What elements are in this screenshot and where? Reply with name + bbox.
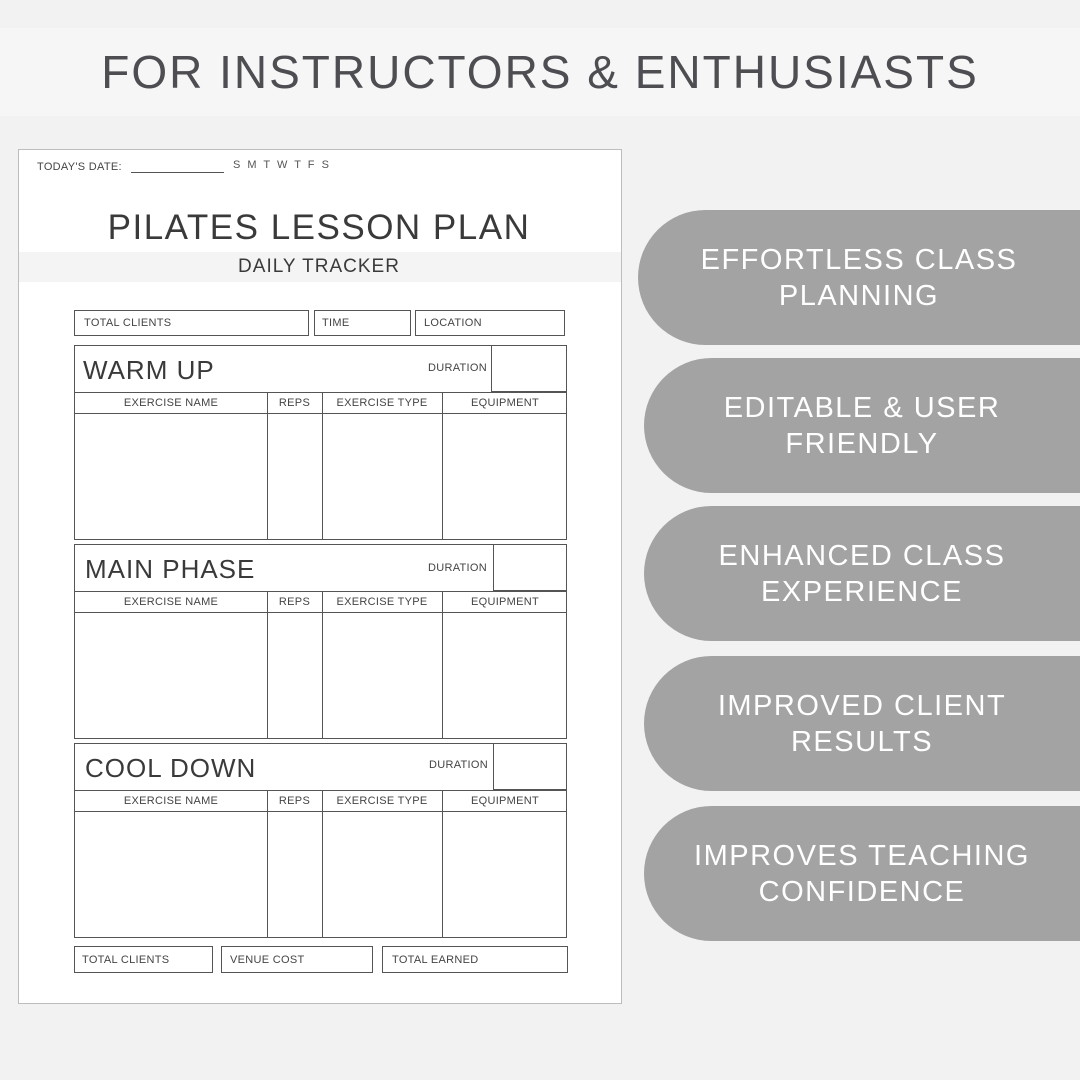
feature-label: IMPROVED CLIENT RESULTS <box>717 689 1007 758</box>
col-reps: REPS <box>278 397 311 409</box>
duration-box <box>493 743 567 790</box>
plan-title: PILATES LESSON PLAN <box>107 208 531 247</box>
col-equipment: EQUIPMENT <box>470 795 540 807</box>
header-banner <box>0 28 1080 116</box>
plan-subtitle: DAILY TRACKER <box>238 256 400 277</box>
total-earned-label: TOTAL EARNED <box>392 953 479 966</box>
column-divider <box>322 791 323 937</box>
banner-title: FOR INSTRUCTORS & ENTHUSIASTS <box>101 46 979 98</box>
section-title: COOL DOWN <box>85 753 257 783</box>
feature-pill <box>638 210 1080 345</box>
column-headers <box>75 393 566 414</box>
feature-label: ENHANCED CLASS EXPERIENCE <box>718 539 1006 608</box>
duration-label: DURATION <box>427 562 487 574</box>
duration-label: DURATION <box>427 362 487 374</box>
duration-box <box>493 544 567 591</box>
section-header <box>75 346 566 393</box>
column-divider <box>442 393 443 539</box>
weekday-letters: S M T W T F S <box>233 159 331 171</box>
col-exercise-type: EXERCISE TYPE <box>336 596 428 608</box>
time-label: TIME <box>322 317 350 329</box>
section-title: WARM UP <box>83 355 215 385</box>
date-label: TODAY'S DATE: <box>37 161 122 173</box>
duration-label: DURATION <box>428 759 488 771</box>
column-divider <box>267 791 268 937</box>
col-reps: REPS <box>278 596 311 608</box>
feature-pill <box>644 506 1080 641</box>
location-label: LOCATION <box>424 317 482 329</box>
section-title: MAIN PHASE <box>85 554 256 584</box>
section-header <box>75 545 566 592</box>
col-exercise-name: EXERCISE NAME <box>123 795 219 807</box>
total-clients-summary-field <box>74 946 213 973</box>
col-reps: REPS <box>278 795 311 807</box>
venue-cost-field <box>221 946 373 973</box>
column-divider <box>442 592 443 738</box>
date-line <box>131 172 224 173</box>
col-equipment: EQUIPMENT <box>470 397 540 409</box>
section-warm-up <box>74 345 567 540</box>
feature-pill <box>644 358 1080 493</box>
venue-cost-label: VENUE COST <box>230 953 305 966</box>
section-cool-down <box>74 743 567 938</box>
col-equipment: EQUIPMENT <box>470 596 540 608</box>
section-main-phase <box>74 544 567 739</box>
col-exercise-name: EXERCISE NAME <box>123 397 219 409</box>
feature-label: IMPROVES TEACHING CONFIDENCE <box>694 839 1030 908</box>
column-headers <box>75 791 566 812</box>
feature-label: EDITABLE & USER FRIENDLY <box>723 391 1001 460</box>
lesson-plan-sheet <box>18 149 622 1004</box>
column-divider <box>267 393 268 539</box>
total-clients-label: TOTAL CLIENTS <box>84 317 172 329</box>
time-field <box>314 310 411 336</box>
total-clients-field <box>74 310 309 336</box>
column-divider <box>267 592 268 738</box>
column-divider <box>442 791 443 937</box>
column-headers <box>75 592 566 613</box>
location-field <box>415 310 565 336</box>
feature-label: EFFORTLESS CLASS PLANNING <box>700 243 1018 312</box>
column-divider <box>322 393 323 539</box>
feature-pill <box>644 656 1080 791</box>
col-exercise-type: EXERCISE TYPE <box>336 795 428 807</box>
col-exercise-type: EXERCISE TYPE <box>336 397 428 409</box>
column-divider <box>322 592 323 738</box>
duration-box <box>491 345 567 392</box>
col-exercise-name: EXERCISE NAME <box>123 596 219 608</box>
total-clients-summary-label: TOTAL CLIENTS <box>82 953 170 966</box>
section-header <box>75 744 566 791</box>
feature-pill <box>644 806 1080 941</box>
total-earned-field <box>382 946 568 973</box>
